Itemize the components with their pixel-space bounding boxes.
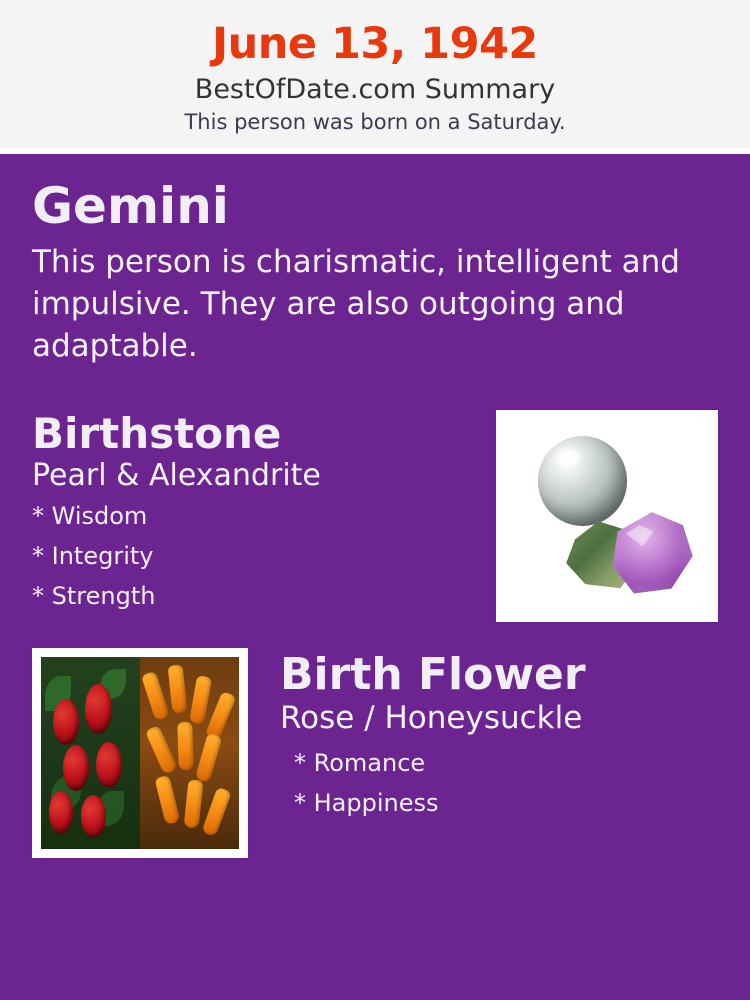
birthstone-text bbox=[32, 410, 321, 624]
birth-date-title: June 13, 1942 bbox=[212, 19, 538, 69]
birthstone-trait: * Wisdom bbox=[32, 502, 148, 531]
zodiac-sign-name: Gemini bbox=[32, 176, 229, 235]
site-name: BestOfDate.com Summary bbox=[194, 74, 556, 106]
birth-flower-name: Rose / Honeysuckle bbox=[280, 700, 583, 737]
birthstone-name: Pearl & Alexandrite bbox=[32, 458, 321, 494]
zodiac-section bbox=[32, 176, 718, 368]
birthstone-image bbox=[496, 410, 718, 622]
birth-flower-section bbox=[32, 648, 718, 858]
card-header bbox=[0, 0, 750, 148]
birth-flower-title: Birth Flower bbox=[280, 649, 586, 701]
roses-graphic bbox=[41, 657, 140, 849]
birth-flower-trait: * Romance bbox=[294, 749, 426, 778]
birth-flower-image-inner bbox=[41, 657, 239, 849]
birth-flower-text bbox=[248, 648, 586, 831]
birth-flower-trait: * Happiness bbox=[294, 789, 439, 818]
panel-bottom-spacer bbox=[32, 858, 718, 886]
birthstone-trait: * Integrity bbox=[32, 542, 154, 571]
birthstone-section bbox=[32, 410, 718, 624]
birth-flower-image bbox=[32, 648, 248, 858]
pearl-graphic bbox=[538, 436, 628, 525]
birthstone-title: Birthstone bbox=[32, 408, 282, 458]
birthstone-image-inner bbox=[505, 419, 709, 613]
honeysuckle-graphic bbox=[140, 657, 239, 849]
flower-image-split bbox=[41, 657, 239, 849]
birthstone-trait: * Strength bbox=[32, 582, 156, 611]
zodiac-description: This person is charismatic, intelligent and impulsive. They are also outgoing and adaptable. bbox=[32, 244, 680, 365]
details-panel bbox=[0, 154, 750, 1000]
birth-day-of-week: This person was born on a Saturday. bbox=[184, 109, 566, 134]
